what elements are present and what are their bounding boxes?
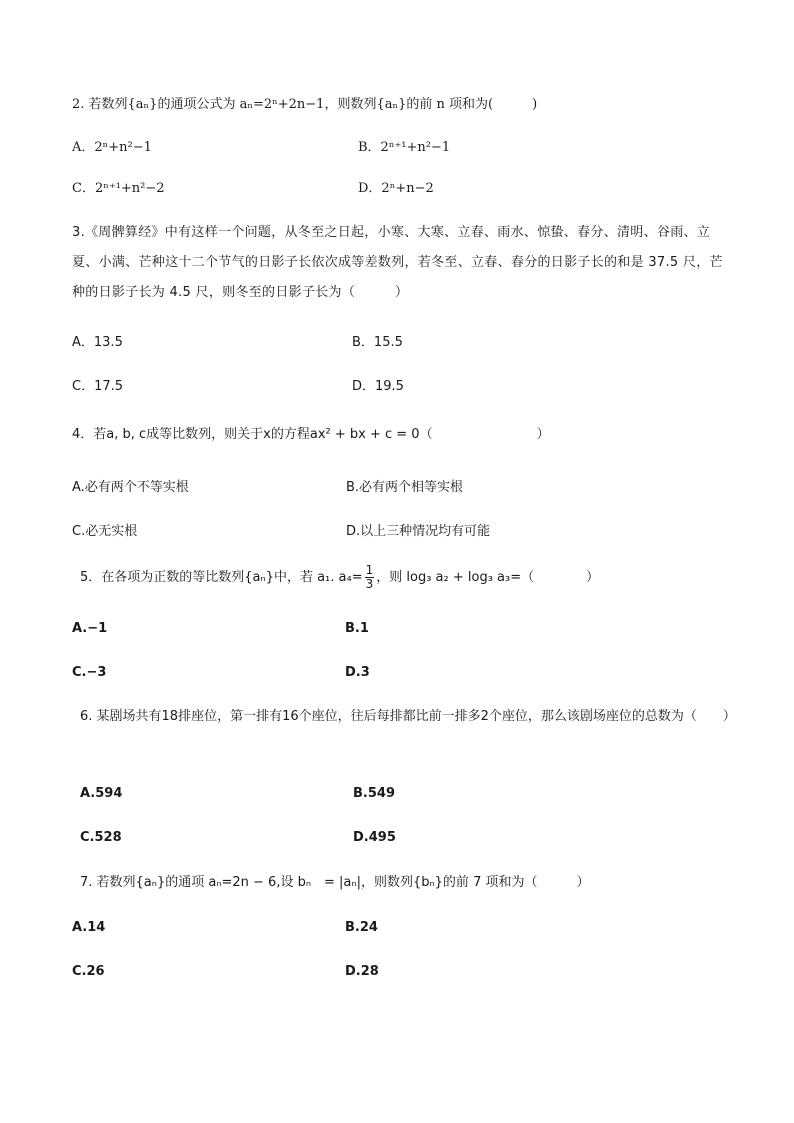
question-7: [80, 868, 740, 898]
question-5-stem: [80, 563, 740, 593]
question-2-option-b[interactable]: B．2ⁿ⁺¹+n²−1: [358, 140, 451, 155]
question-4-stem: 4．若a, b, c成等比数列，则关于x的方程ax² + bx + c = 0（ ）: [72, 427, 550, 442]
question-3-option-a[interactable]: A．13.5: [72, 335, 123, 350]
question-4-option-c[interactable]: C.必无实根: [72, 524, 138, 539]
question-6-option-c[interactable]: C.528: [80, 830, 122, 845]
question-2: [72, 90, 732, 120]
question-3-option-b[interactable]: B．15.5: [352, 335, 403, 350]
question-5-option-d[interactable]: D.3: [345, 665, 370, 680]
question-5-fraction: [365, 564, 375, 591]
question-4-option-a[interactable]: A.必有两个不等实根: [72, 480, 189, 495]
question-7-option-b[interactable]: B.24: [345, 920, 378, 935]
fraction-numerator: 1: [365, 563, 374, 577]
question-7-option-c[interactable]: C.26: [72, 964, 105, 979]
question-3-stem: 3.《周髀算经》中有这样一个问题，从冬至之日起，小寒、大寒、立春、雨水、惊蛰、春分、清明、谷雨、立夏、小满、芒种这十二个节气的日影子长依次成等差数列，若冬至、立春、春分的日影子长的和是 37.5 尺，芒种的日影子长为 4.5 尺，则冬至的日影子长为（ ）: [72, 225, 723, 300]
question-5-option-b[interactable]: B.1: [345, 621, 369, 636]
question-5-stem-before: 5．在各项为正数的等比数列{aₙ}中，若 a₁. a₄=: [80, 570, 363, 585]
question-4: [72, 420, 732, 450]
question-6-option-a[interactable]: A.594: [80, 786, 123, 801]
question-2-stem: 2. 若数列{aₙ}的通项公式为 aₙ=2ⁿ+2n−1，则数列{aₙ}的前 n 项和为( ): [72, 97, 538, 112]
question-5: [80, 563, 740, 593]
question-2-option-a[interactable]: A．2ⁿ+n²−1: [72, 140, 152, 155]
question-7-option-d[interactable]: D.28: [345, 964, 379, 979]
question-5-option-a[interactable]: A.−1: [72, 621, 108, 636]
question-5-option-c[interactable]: C.−3: [72, 665, 107, 680]
question-3: [72, 218, 732, 308]
question-4-option-d[interactable]: D.以上三种情况均有可能: [346, 524, 491, 539]
question-4-option-b[interactable]: B.必有两个相等实根: [346, 480, 464, 495]
question-3-option-d[interactable]: D．19.5: [352, 379, 404, 394]
question-6-option-d[interactable]: D.495: [353, 830, 396, 845]
question-7-option-a[interactable]: A.14: [72, 920, 106, 935]
question-2-option-c[interactable]: C．2ⁿ⁺¹+n²−2: [72, 181, 165, 196]
question-6-stem: 6. 某剧场共有18排座位，第一排有16个座位，往后每排都比前一排多2个座位，那么该剧场座位的总数为（ ）: [80, 709, 736, 724]
fraction-denominator: 3: [365, 577, 374, 591]
question-7-stem: 7. 若数列{aₙ}的通项 aₙ=2n − 6,设 bₙ = |aₙ|，则数列{bₙ}的前 7 项和为（ ）: [80, 875, 590, 890]
question-6: [80, 702, 736, 732]
question-3-option-c[interactable]: C．17.5: [72, 379, 124, 394]
question-5-stem-after: ，则 log₃ a₂ + log₃ a₃=（ ）: [376, 570, 600, 585]
question-6-option-b[interactable]: B.549: [353, 786, 395, 801]
question-2-option-d[interactable]: D．2ⁿ+n−2: [358, 181, 434, 196]
